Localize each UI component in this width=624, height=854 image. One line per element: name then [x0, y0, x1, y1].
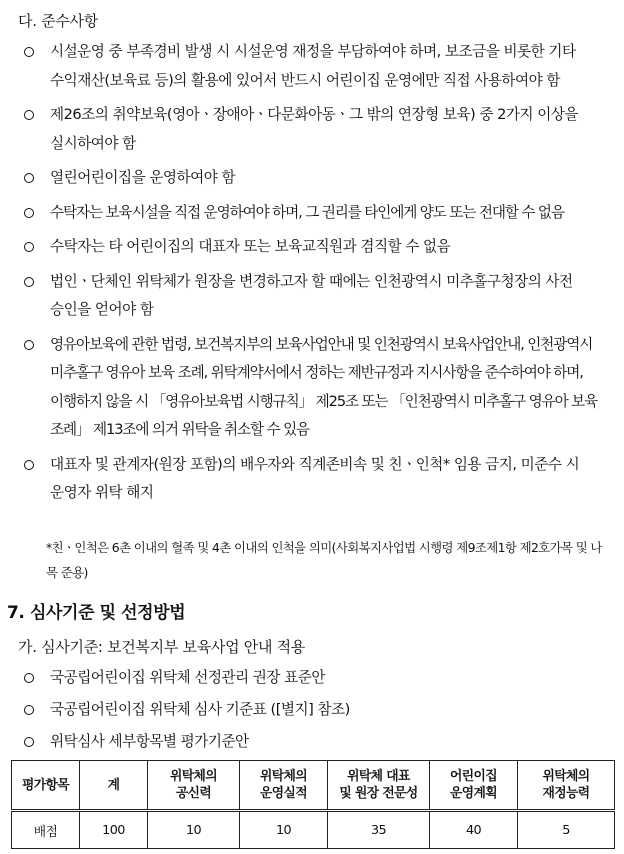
- list-item: 열린어린이집을 운영하여야 함: [18, 164, 614, 193]
- table-header-cell: 위탁체 대표 및 원장 전문성: [328, 761, 430, 811]
- list-item: 국공립어린이집 위탁체 심사 기준표 ([별지] 참조): [18, 694, 614, 725]
- circle-bullet-icon: [24, 208, 34, 218]
- table-header-cell: 평가항목: [12, 761, 80, 811]
- list-item: 위탁심사 세부항목별 평가기준안: [18, 726, 614, 757]
- table-header-cell: 계: [80, 761, 148, 811]
- list-item: 영유아보육에 관한 법령, 보건복지부의 보육사업안내 및 인천광역시 보육사업안내, 인천광역시 미추홀구 영유아 보육 조례, 위탁계약서에서 정하는 제반규정과 지시사항을 준수하여야 하며, 이행하지 않을 시 「영유아보육법 시행규칙」 제25조 또는 「인천광역시 미추홀구 영유아 보육 조례」 제13조에 의거 위탁을 취소할 수 있음: [18, 331, 614, 445]
- list-item: 시설운영 중 부족경비 발생 시 시설운영 재정을 부담하여야 하며, 보조금을 비롯한 기타 수익재산(보육료 등)의 활용에 있어서 반드시 어린이집 운영에만 직접 사용하여야 함: [18, 38, 614, 95]
- table-cell: 배점: [12, 811, 80, 849]
- subsection-heading: 가. 심사기준: 보건복지부 보육사업 안내 적용: [18, 638, 305, 656]
- table-header-cell: 위탁체의 공신력: [148, 761, 240, 811]
- circle-bullet-icon: [24, 460, 34, 470]
- circle-bullet-icon: [24, 340, 34, 350]
- table-row: [12, 811, 615, 849]
- table-cell: 5: [518, 811, 615, 849]
- table-header-cell: 위탁체의 운영실적: [240, 761, 328, 811]
- list-item: 대표자 및 관계자(원장 포함)의 배우자와 직계존비속 및 친ㆍ인척* 임용 금지, 미준수 시 운영자 위탁 해지: [18, 451, 614, 508]
- footnote: *친ㆍ인척은 6촌 이내의 혈족 및 4촌 이내의 인척을 의미(사회복지사업법 시행령 제9조제1항 제2호가목 및 나목 준용): [46, 540, 602, 580]
- list-item: 수탁자는 보육시설을 직접 운영하여야 하며, 그 권리를 타인에게 양도 또는 전대할 수 없음: [18, 199, 614, 228]
- list-item: 법인ㆍ단체인 위탁체가 원장을 변경하고자 할 때에는 인천광역시 미추홀구청장의 사전 승인을 얻어야 함: [18, 268, 614, 325]
- criteria-list: [18, 662, 614, 758]
- table-cell: 100: [80, 811, 148, 849]
- table-header-cell: 위탁체의 재정능력: [518, 761, 615, 811]
- table-header-cell: 어린이집 운영계획: [430, 761, 518, 811]
- list-item: 제26조의 취약보육(영아ㆍ장애아ㆍ다문화아동ㆍ그 밖의 연장형 보육) 중 2가지 이상을 실시하여야 함: [18, 101, 614, 158]
- table-cell: 10: [148, 811, 240, 849]
- section-heading-compliance: 다. 준수사항: [18, 12, 98, 30]
- circle-bullet-icon: [24, 705, 34, 715]
- table-cell: 10: [240, 811, 328, 849]
- circle-bullet-icon: [24, 47, 34, 57]
- circle-bullet-icon: [24, 277, 34, 287]
- circle-bullet-icon: [24, 673, 34, 683]
- table-cell: 40: [430, 811, 518, 849]
- table-header-row: [12, 761, 615, 811]
- circle-bullet-icon: [24, 737, 34, 747]
- section-heading-criteria: 7. 심사기준 및 선정방법: [7, 603, 186, 623]
- circle-bullet-icon: [24, 110, 34, 120]
- circle-bullet-icon: [24, 173, 34, 183]
- evaluation-table: [11, 760, 615, 849]
- table-cell: 35: [328, 811, 430, 849]
- list-item: 국공립어린이집 위탁체 선정관리 권장 표준안: [18, 662, 614, 693]
- circle-bullet-icon: [24, 242, 34, 252]
- compliance-list: [18, 38, 614, 514]
- list-item: 수탁자는 타 어린이집의 대표자 또는 보육교직원과 겸직할 수 없음: [18, 233, 614, 262]
